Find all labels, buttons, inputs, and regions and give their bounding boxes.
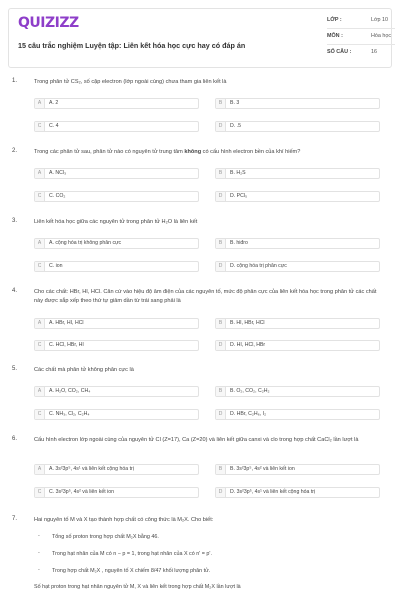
option-letter: C: [35, 262, 45, 271]
option-a[interactable]: [34, 464, 199, 475]
question-number: 1.: [12, 78, 18, 84]
option-text: B. 3: [230, 100, 240, 106]
option-text: D. .5: [230, 123, 241, 129]
option-text: D. cộng hóa trị phân cực: [230, 263, 287, 269]
meta-subject-key: MÔN :: [327, 33, 343, 39]
option-b[interactable]: [215, 168, 380, 179]
option-text: B. H₂S: [230, 170, 246, 176]
option-letter: D: [216, 122, 226, 131]
option-text: D. PCl₅: [230, 193, 248, 199]
question-footer-text: Số hạt proton trong hạt nhân nguyên tử M, X và liên kết trong hợp chất M₂X lần lượt là: [34, 584, 241, 590]
option-d[interactable]: [215, 121, 380, 132]
option-letter: B: [216, 387, 226, 396]
option-b[interactable]: [215, 238, 380, 249]
question-text: Các chất mà phân tử không phân cực là: [34, 367, 134, 373]
option-text: C. NH₃, Cl₂, C₂H₄: [49, 411, 90, 417]
bullet-text: Trong hợp chất M₂X , nguyên tố X chiếm 8/47 khối lượng phân tử.: [52, 568, 211, 574]
option-b[interactable]: [215, 464, 380, 475]
option-letter: D: [216, 341, 226, 350]
document-title: 15 câu trắc nghiệm Luyện tập: Liên kết hóa học cực hay có đáp án: [18, 41, 246, 50]
meta-count-key: SỐ CÂU :: [327, 49, 352, 55]
option-text: C. ion: [49, 263, 63, 269]
question-number: 4.: [12, 288, 18, 294]
option-letter: B: [216, 99, 226, 108]
option-text: C. CO₂: [49, 193, 66, 199]
meta-grade-key: LỚP :: [327, 17, 342, 23]
meta-grade-value: Lớp 10: [371, 17, 389, 23]
option-letter: C: [35, 488, 45, 497]
option-text: B. hiđro: [230, 240, 248, 246]
option-letter: B: [216, 465, 226, 474]
option-text: D. HI, HCl, HBr: [230, 342, 266, 348]
question-text: [34, 148, 384, 157]
option-c[interactable]: [34, 487, 199, 498]
option-letter: D: [216, 488, 226, 497]
question-number: 3.: [12, 218, 18, 224]
option-c[interactable]: [34, 340, 199, 351]
option-b[interactable]: [215, 386, 380, 397]
question-text-part: có cấu hình electron bền của khí hiếm?: [201, 149, 301, 155]
option-d[interactable]: [215, 409, 380, 420]
option-letter: A: [35, 319, 45, 328]
option-letter: A: [35, 239, 45, 248]
option-text: A. NCl₃: [49, 170, 67, 176]
meta-count-value: 16: [371, 49, 377, 55]
option-b[interactable]: [215, 98, 380, 109]
question-text-part: Trong các phân tử sau, phân tử nào có nguyên tử trung tâm: [34, 149, 185, 155]
option-text: A. HBr, HI, HCl: [49, 320, 84, 326]
meta-divider: [327, 28, 395, 29]
option-b[interactable]: [215, 318, 380, 329]
option-text: C. 4: [49, 123, 59, 129]
option-letter: C: [35, 122, 45, 131]
document-header: [8, 8, 392, 68]
option-c[interactable]: [34, 409, 199, 420]
option-d[interactable]: [215, 340, 380, 351]
option-letter: A: [35, 465, 45, 474]
option-letter: D: [216, 410, 226, 419]
option-c[interactable]: [34, 191, 199, 202]
option-d[interactable]: [215, 487, 380, 498]
option-letter: C: [35, 192, 45, 201]
option-text: B. 3s²3p⁵, 4s² và liên kết ion: [230, 466, 295, 472]
option-text: D. 3s²3p⁵, 4s¹ và liên kết cộng hóa trị: [230, 489, 316, 495]
question-number: 2.: [12, 148, 18, 154]
option-letter: B: [216, 239, 226, 248]
question-text: Hai nguyên tố M và X tạo thành hợp chất có công thức là M₂X. Cho biết:: [34, 517, 214, 523]
option-letter: A: [35, 99, 45, 108]
option-d[interactable]: [215, 261, 380, 272]
meta-divider: [327, 44, 395, 45]
option-letter: D: [216, 192, 226, 201]
option-letter: C: [35, 341, 45, 350]
option-a[interactable]: [34, 238, 199, 249]
question-text: Cấu hình electron lớp ngoài cùng của nguyên tử Cl (Z=17), Ca (Z=20) và liên kết giữa canxi và clo trong hợp chất CaCl₂ lần lượt là: [34, 437, 359, 443]
option-text: C. HCl, HBr, HI: [49, 342, 84, 348]
option-letter: B: [216, 319, 226, 328]
quizizz-logo: QUIZIZZ: [18, 15, 79, 31]
question-number: 6.: [12, 436, 18, 442]
question-number: 5.: [12, 366, 18, 372]
question-text: Cho các chất: HBr, HI, HCl. Căn cứ vào hiệu độ âm điện của các nguyên tố, mức độ phân cực của liên kết hóa học trong phân tử các chất này được sắp xếp theo thứ tự giảm dần từ trái sang phải là: [34, 289, 377, 304]
option-a[interactable]: [34, 386, 199, 397]
option-text: A. H₂O, CO₂, CH₄: [49, 388, 91, 394]
bullet-text: Tổng số proton trong hợp chất M₂X bằng 46.: [52, 534, 159, 540]
option-a[interactable]: [34, 168, 199, 179]
option-a[interactable]: [34, 98, 199, 109]
option-text: B. O₂, CO₂, C₂H₂: [230, 388, 270, 394]
question-text: Trong phân tử CS₂, số cặp electron (lớp ngoài cùng) chưa tham gia liên kết là: [34, 79, 227, 85]
question-number: 7.: [12, 516, 18, 522]
option-text: C. 3s²3p⁵, 4s² và liên kết ion: [49, 489, 115, 495]
option-text: A. cộng hóa trị không phân cực: [49, 240, 122, 246]
option-letter: A: [35, 387, 45, 396]
meta-subject-value: Hóa học: [371, 33, 392, 39]
option-text: A. 2: [49, 100, 59, 106]
option-d[interactable]: [215, 191, 380, 202]
option-letter: D: [216, 262, 226, 271]
option-a[interactable]: [34, 318, 199, 329]
option-text: D. HBr, C₂H₆, I₂: [230, 411, 267, 417]
option-text: A. 3s²3p⁵, 4s¹ và liên kết cộng hóa trị: [49, 466, 134, 472]
bullet-marker: -: [38, 550, 40, 556]
question-text: Liên kết hóa học giữa các nguyên tử trong phân tử H₂O là liên kết: [34, 219, 198, 225]
question-text-emphasis: không: [184, 149, 202, 155]
bullet-marker: -: [38, 567, 40, 573]
option-c[interactable]: [34, 261, 199, 272]
bullet-marker: -: [38, 533, 40, 539]
bullet-text: Trong hạt nhân của M có n − p = 1, trong hạt nhân của X có n' = p'.: [52, 551, 212, 557]
option-letter: A: [35, 169, 45, 178]
option-letter: B: [216, 169, 226, 178]
option-letter: C: [35, 410, 45, 419]
option-text: B. HI, HBr, HCl: [230, 320, 265, 326]
option-c[interactable]: [34, 121, 199, 132]
